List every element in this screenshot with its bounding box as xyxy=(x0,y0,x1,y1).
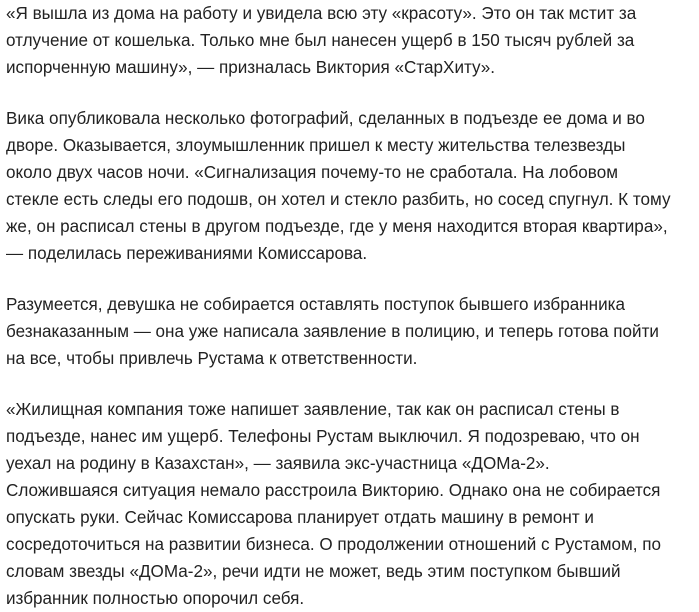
paragraph-1 xyxy=(6,0,696,81)
text-line: стекле есть следы его подошв, он хотел и стекло разбить, но сосед спугнул. К тому xyxy=(6,190,671,209)
text-line: дворе. Оказывается, злоумышленник пришел к месту жительства телезвезды xyxy=(6,136,626,155)
text-line: Сложившаяся ситуация немало расстроила Викторию. Однако она не собирается xyxy=(6,481,661,500)
text-line: избранник полностью опорочил себя. xyxy=(6,589,305,608)
text-line: Вика опубликовала несколько фотографий, сделанных в подъезде ее дома и во xyxy=(6,109,645,128)
text-line: «Я вышла из дома на работу и увидела всю эту «красоту». Это он так мстит за xyxy=(6,4,637,23)
article-body xyxy=(6,0,696,612)
text-line: подъезде, нанес им ущерб. Телефоны Рустам выключил. Я подозреваю, что он xyxy=(6,427,640,446)
paragraph-spacer xyxy=(6,267,696,291)
paragraph-3 xyxy=(6,291,696,372)
text-line: словам звезды «ДОМа-2», речи идти не может, ведь этим поступком бывший xyxy=(6,562,621,581)
paragraph-spacer xyxy=(6,372,696,396)
paragraph-2 xyxy=(6,105,696,267)
text-line: отлучение от кошелька. Только мне был нанесен ущерб в 150 тысяч рублей за xyxy=(6,31,635,50)
text-line: около двух часов ночи. «Сигнализация почему-то не сработала. На лобовом xyxy=(6,163,618,182)
paragraph-4 xyxy=(6,396,696,612)
text-line: сосредоточиться на развитии бизнеса. О продолжении отношений с Рустамом, по xyxy=(6,535,662,554)
text-line: уехал на родину в Казахстан», — заявила экс-участница «ДОМа-2». xyxy=(6,454,550,473)
text-line: Разумеется, девушка не собирается оставлять поступок бывшего избранника xyxy=(6,295,626,314)
text-line: безнаказанным — она уже написала заявление в полицию, и теперь готова пойти xyxy=(6,322,659,341)
text-line: «Жилищная компания тоже напишет заявление, так как он расписал стены в xyxy=(6,400,620,419)
paragraph-spacer xyxy=(6,81,696,105)
text-line: на все, чтобы привлечь Рустама к ответственности. xyxy=(6,349,418,368)
text-line: — поделилась переживаниями Комиссарова. xyxy=(6,244,368,263)
text-line: испорченную машину», — призналась Виктория «СтарХиту». xyxy=(6,58,496,77)
text-line: опускать руки. Сейчас Комиссарова планирует отдать машину в ремонт и xyxy=(6,508,594,527)
text-line: же, он расписал стены в другом подъезде, где у меня находится вторая квартира», xyxy=(6,217,668,236)
